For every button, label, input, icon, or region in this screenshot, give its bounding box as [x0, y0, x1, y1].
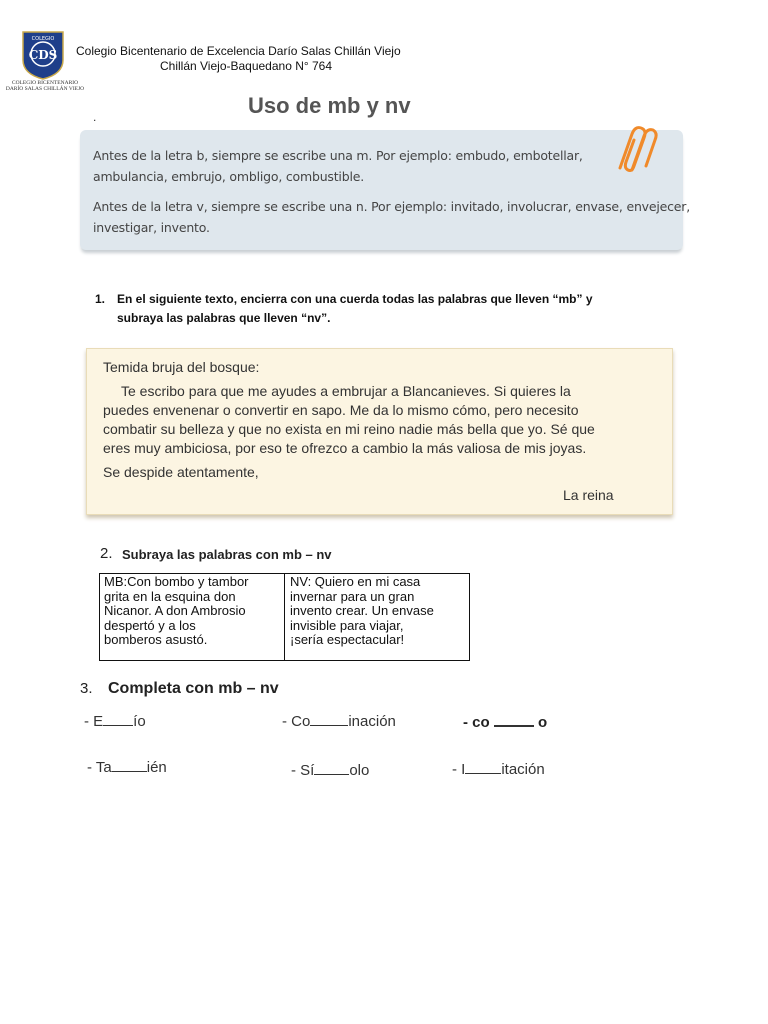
table-divider [284, 573, 285, 661]
title-dot: . [93, 110, 97, 124]
fill-item-prefix: - Co [282, 713, 311, 730]
fill-item-prefix: - E [84, 713, 104, 730]
school-address: Chillán Viejo-Baquedano N° 764 [160, 59, 333, 73]
school-crest-logo [20, 30, 66, 80]
fill-item-prefix: - co [463, 714, 494, 731]
fill-blank[interactable] [314, 762, 349, 775]
rule-nv-line-2: investigar, invento. [93, 220, 210, 235]
exercise-2-instruction: Subraya las palabras con mb – nv [122, 547, 332, 562]
fill-item-prefix: - I [452, 761, 466, 778]
fill-item-prefix: - Ta [87, 759, 112, 776]
exercise-3-number: 3. [80, 680, 93, 697]
letter-greeting: Temida bruja del bosque: [103, 359, 260, 375]
letter-line-2: puedes envenenar o convertir en sapo. Me da lo mismo cómo, pero necesito [103, 402, 579, 418]
fill-item-suffix: ién [146, 759, 167, 776]
fill-blank[interactable] [103, 713, 133, 726]
fill-item [463, 713, 547, 731]
letter-line-1: Te escribo para que me ayudes a embrujar a Blancanieves. Si quieres la [121, 383, 571, 399]
logo-caption-line-1: COLEGIO BICENTENARIO [11, 80, 79, 86]
letter-signature: La reina [563, 487, 614, 503]
school-name: Colegio Bicentenario de Excelencia Darío Salas Chillán Viejo [76, 44, 401, 58]
fill-blank[interactable] [112, 759, 147, 772]
fill-item [87, 759, 167, 776]
rule-mb-line-1: Antes de la letra b, siempre se escribe una m. Por ejemplo: embudo, embotellar, [93, 148, 583, 163]
rule-mb-line-2: ambulancia, embrujo, ombligo, combustible. [93, 169, 364, 184]
nv-cell-line: ¡sería espectacular! [290, 632, 405, 647]
nv-cell-line: invisible para viajar, [290, 617, 404, 633]
fill-item-suffix: inación [348, 713, 396, 730]
fill-blank[interactable] [494, 713, 534, 727]
letter-line-4: eres muy ambiciosa, por eso te ofrezco a cambio la más valiosa de mis joyas. [103, 440, 587, 456]
fill-item-suffix: olo [349, 762, 370, 779]
page-title: Uso de mb y nv [248, 93, 411, 118]
fill-item [282, 713, 396, 730]
fill-item-suffix: o [533, 714, 548, 731]
mb-cell-line: despertó y a los [104, 617, 196, 633]
exercise-1-instruction-line-2: subraya las palabras que lleven “nv”. [117, 311, 331, 325]
fill-item-prefix: - Sí [291, 762, 315, 779]
nv-cell-line: invernar para un gran [290, 588, 415, 604]
rule-nv-line-1: Antes de la letra v, siempre se escribe una n. Por ejemplo: invitado, involucrar, envase, envejecer, [93, 199, 690, 214]
fill-item-suffix: ío [133, 713, 146, 730]
fill-item [84, 713, 146, 730]
nv-cell-line: invento crear. Un envase [290, 603, 434, 618]
logo-caption [2, 80, 88, 92]
mb-cell-line: bomberos asustó. [104, 632, 208, 647]
letter-closing: Se despide atentamente, [103, 464, 259, 480]
logo-caption-line-2: DARÍO SALAS CHILLÁN VIEJO [5, 86, 85, 92]
exercise-2-number: 2. [100, 545, 113, 562]
exercise-1-number: 1. [95, 292, 106, 306]
fill-item-suffix: itación [501, 761, 545, 778]
fill-blank[interactable] [310, 713, 348, 726]
nv-cell [290, 575, 434, 648]
paperclip-icon [610, 120, 660, 180]
logo-initials: CDS [28, 48, 58, 62]
mb-cell-line: Nicanor. A don Ambrosio [104, 603, 246, 618]
letter-line-3: combatir su belleza y que no exista en mi reino nadie más bella que yo. Sé que [103, 421, 595, 437]
logo-top-text: COLEGIO [31, 36, 55, 42]
fill-blank[interactable] [465, 761, 501, 774]
exercise-1-instruction-line-1: En el siguiente texto, encierra con una cuerda todas las palabras que lleven “mb” y [117, 292, 593, 306]
nv-cell-line: NV: Quiero en mi casa [290, 574, 421, 589]
mb-cell-line: grita en la esquina don [104, 588, 236, 604]
mb-cell [104, 575, 249, 648]
exercise-3-instruction: Completa con mb – nv [108, 680, 279, 697]
mb-cell-line: MB:Con bombo y tambor [104, 574, 249, 589]
fill-item [291, 762, 369, 779]
fill-item [452, 761, 545, 778]
